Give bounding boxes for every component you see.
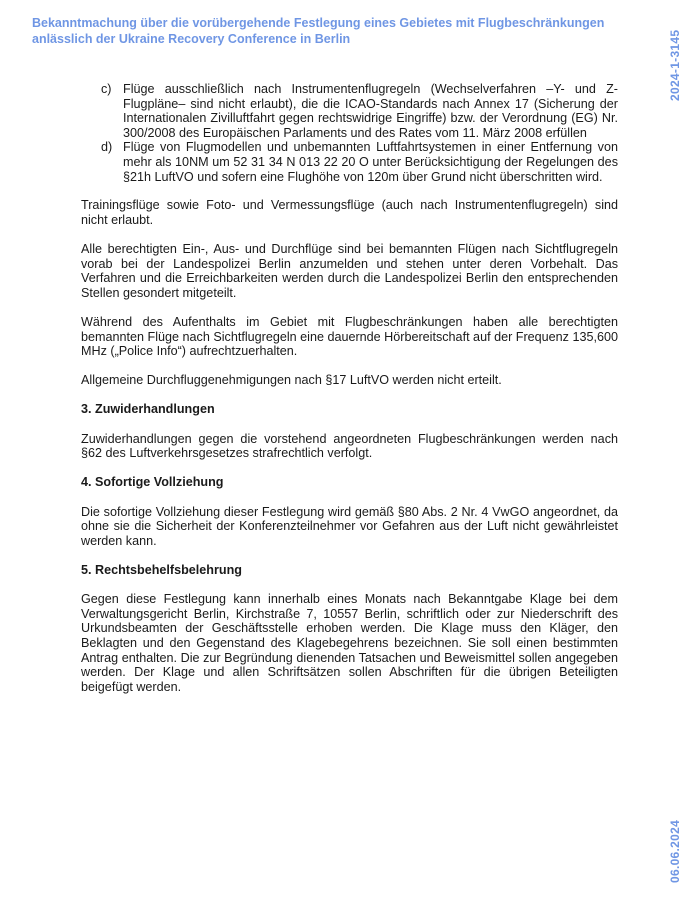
paragraph-radio-watch: Während des Aufenthalts im Gebiet mit Flugbeschränkungen haben alle berechtigten bemannten Flüge nach Sichtflugregeln eine dauernde Hörbereitschaft auf der Frequenz 135,600 MHz („Police Info“) aufrechtzuerhalten. <box>81 314 618 359</box>
section-heading: 3. Zuwiderhandlungen <box>81 402 215 417</box>
list-item-text: Flüge von Flugmodellen und unbemannten Luftfahrtsystemen in einer Entfernung von mehr als 10NM um 52 31 34 N 013 22 20 O unter Berücksichtigung der Regelungen des §21h LuftVO und sofern eine Flughöhe von 120m über Grund nicht überschritten wird. <box>123 140 618 184</box>
paragraph-registration: Alle berechtigten Ein-, Aus- und Durchflüge sind bei bemannten Flügen nach Sichtflugregeln vorab bei der Landespolizei Berlin anzumelden und stehen unter deren Vorbehalt. Das Verfahren und die Erreichbarkeiten werden durch die Landespolizei Berlin den entsprechenden Stellen gesondert mitgeteilt. <box>81 241 618 300</box>
side-reference-text: 2024-1-3145 <box>668 29 682 101</box>
side-reference-number <box>668 29 684 101</box>
paragraph-training-flights: Trainingsflüge sowie Foto- und Vermessungsflüge (auch nach Instrumentenflugregeln) sind nicht erlaubt. <box>81 198 618 227</box>
side-date <box>668 819 684 883</box>
list-item <box>81 140 618 184</box>
list-item-text: Flüge ausschließlich nach Instrumentenflugregeln (Wechselverfahren –Y- und Z-Flugpläne– sind nicht erlaubt), die die ICAO-Standards nach Annex 17 (Sicherung der Internationalen Zivilluftfahrt gegen rechtswidrige Eingriffe) bzw. der Verordnung (EG) Nr. 300/2008 des Europäischen Parlaments und des Rates vom 11. März 2008 erfüllen <box>123 82 618 140</box>
list-item-marker: d) <box>101 140 113 155</box>
list-item <box>81 82 618 140</box>
paragraph-general-permits: Allgemeine Durchfluggenehmigungen nach §17 LuftVO werden nicht erteilt. <box>81 373 502 388</box>
section-heading: 4. Sofortige Vollziehung <box>81 475 224 490</box>
section-body: Gegen diese Festlegung kann innerhalb eines Monats nach Bekanntgabe Klage bei dem Verwaltungsgericht Berlin, Kirchstraße 7, 10557 Berlin, schriftlich oder zur Niederschrift des Urkundsbeamten der Geschäftsstelle erhoben werden. Die Klage muss den Kläger, den Beklagten und den Gegenstand des Klagebegehrens bezeichnen. Sie soll einen bestimmten Antrag enthalten. Die zur Begründung dienenden Tatsachen und Beweismittel sollen angegeben werden. Der Klage und allen Schriftsätzen sollen Abschriften für die übrigen Beteiligten beigefügt werden. <box>81 592 618 694</box>
section-heading: 5. Rechtsbehelfsbelehrung <box>81 563 242 577</box>
section-body: Die sofortige Vollziehung dieser Festlegung wird gemäß §80 Abs. 2 Nr. 4 VwGO angeordnet, da ohne sie die Sicherheit der Konferenzteilnehmer vor Gefahren aus der Luft nicht gewährleistet werden kann. <box>81 504 618 548</box>
document-body <box>81 82 618 709</box>
permitted-flights-list <box>81 82 618 184</box>
document-header-title: Bekanntmachung über die vorübergehende Festlegung eines Gebietes mit Flugbeschränkungen anlässlich der Ukraine Recovery Conference in Berlin <box>32 16 605 46</box>
side-date-text: 06.06.2024 <box>668 819 682 883</box>
list-item-marker: c) <box>101 82 112 96</box>
section-body: Zuwiderhandlungen gegen die vorstehend angeordneten Flugbeschränkungen werden nach §62 des Luftverkehrsgesetzes strafrechtlich verfolgt. <box>81 431 618 461</box>
